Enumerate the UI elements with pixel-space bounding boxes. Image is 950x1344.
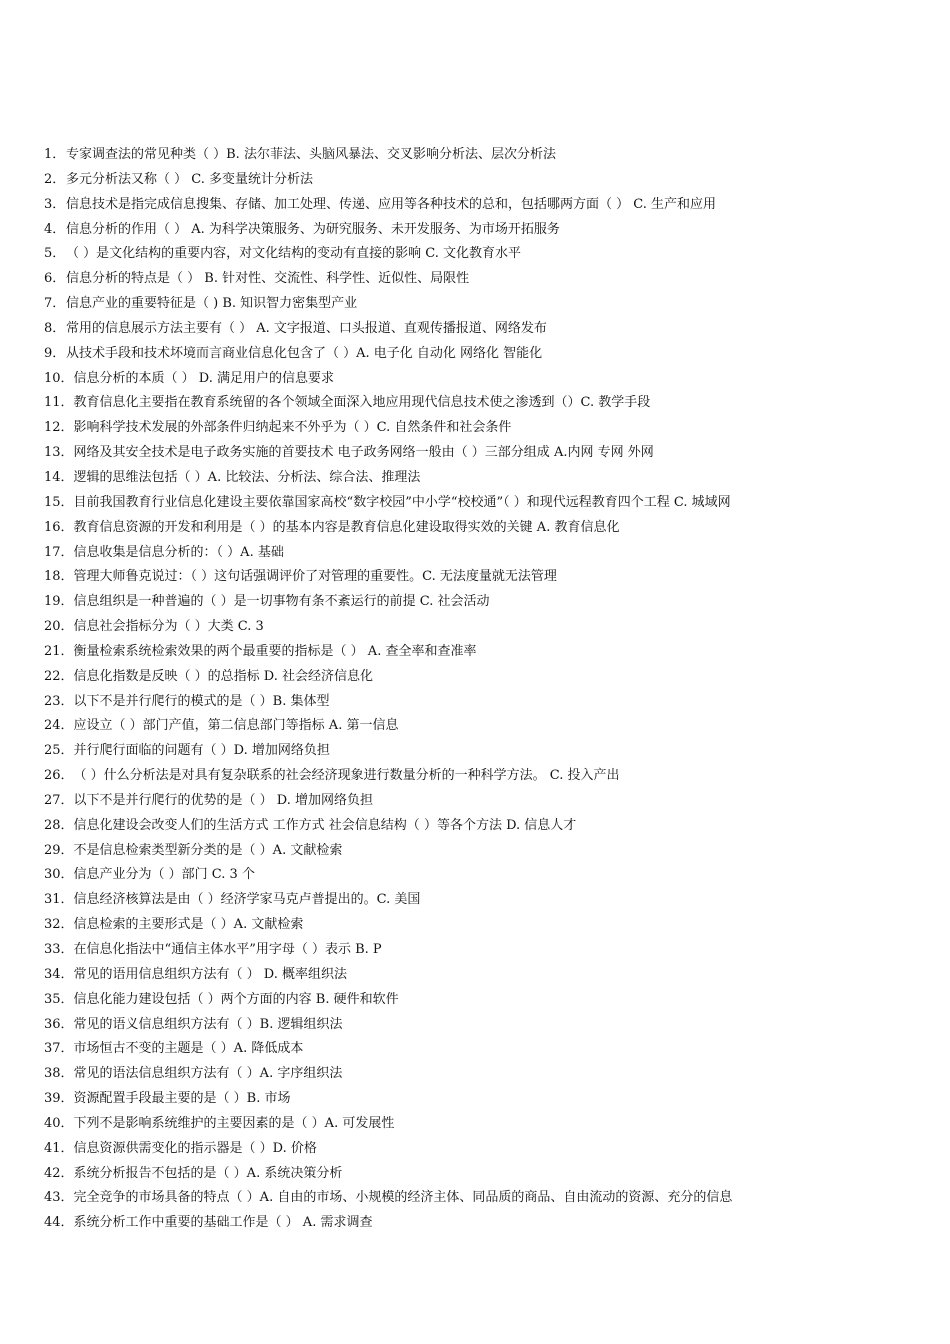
question-item: [44, 764, 924, 789]
question-text: 以下不是并行爬行的模式的是（ ）B. 集体型: [73, 693, 330, 709]
question-text: 信息技术是指完成信息搜集、存储、加工处理、传递、应用等各种技术的总和，包括哪两方面（ ） C. 生产和应用: [66, 196, 717, 212]
question-text: 资源配置手段最主要的是（ ）B. 市场: [73, 1091, 291, 1107]
question-number: 6．: [44, 271, 66, 287]
question-number: 20．: [44, 619, 74, 635]
question-item: [44, 491, 924, 516]
question-number: 26．: [44, 768, 74, 784]
question-item: [44, 242, 924, 267]
question-number: 1．: [44, 147, 66, 162]
question-number: 30．: [44, 867, 74, 883]
question-text: 信息分析的特点是（ ） B. 针对性、交流性、科学性、近似性、局限性: [66, 271, 470, 287]
question-text: 信息检索的主要形式是（ ）A. 文献检索: [73, 917, 304, 933]
question-item: [44, 565, 924, 590]
question-text: 多元分析法又称（ ） C. 多变量统计分析法: [66, 171, 314, 187]
question-text: （ ）是文化结构的重要内容，对文化结构的变动有直接的影响 C. 文化教育水平: [66, 246, 522, 262]
question-text: 衡量检索系统检索效果的两个最重要的指标是（ ） A. 查全率和查准率: [73, 643, 477, 659]
question-number: 5．: [44, 246, 66, 262]
question-item: [44, 814, 924, 839]
question-text: 不是信息检索类型新分类的是（ ）A. 文献检索: [73, 842, 343, 858]
question-item: [44, 441, 924, 466]
question-item: [44, 913, 924, 938]
question-number: 37．: [44, 1041, 74, 1057]
question-text: 信息产业分为（ ）部门 C. 3 个: [73, 867, 255, 883]
question-item: [44, 367, 924, 392]
question-text: （ ）什么分析法是对具有复杂联系的社会经济现象进行数量分析的一种科学方法。 C. 投入产出: [73, 768, 620, 784]
question-number: 12．: [44, 420, 74, 436]
question-item: [44, 963, 924, 988]
question-number: 40．: [44, 1115, 74, 1131]
question-text: 信息经济核算法是由（ ）经济学家马克卢普提出的。C. 美国: [73, 892, 421, 908]
question-text: 常见的语用信息组织方法有（ ） D. 概率组织法: [73, 966, 348, 982]
question-number: 16．: [44, 519, 74, 535]
question-number: 33．: [44, 942, 74, 957]
question-item: [44, 690, 924, 715]
question-item: [44, 1087, 924, 1112]
question-item: [44, 888, 924, 913]
question-text: 从技术手段和技术坏境而言商业信息化包含了（ ）A. 电子化 自动化 网络化 智能化: [66, 345, 543, 361]
question-text: 系统分析工作中重要的基础工作是（ ） A. 需求调查: [73, 1215, 373, 1231]
question-number: 10．: [44, 370, 74, 386]
question-number: 29．: [44, 842, 74, 858]
question-item: [44, 391, 924, 416]
question-text: 信息社会指标分为（ ）大类 C. 3: [73, 619, 264, 635]
question-item: [44, 988, 924, 1013]
question-text: 常用的信息展示方法主要有（ ） A. 文字报道、口头报道、直观传播报道、网络发布: [66, 320, 547, 336]
question-item: [44, 1062, 924, 1087]
question-number: 25．: [44, 743, 74, 759]
question-text: 常见的语法信息组织方法有（ ）A. 字序组织法: [73, 1066, 343, 1082]
question-item: [44, 317, 924, 342]
question-item: [44, 168, 924, 193]
question-text: 并行爬行面临的问题有（ ）D. 增加网络负担: [73, 743, 330, 759]
question-item: [44, 1186, 924, 1211]
question-text: 逻辑的思维法包括（ ）A. 比较法、分析法、综合法、推理法: [73, 469, 421, 485]
question-item: [44, 416, 924, 441]
question-item: [44, 1162, 924, 1187]
question-number: 43．: [44, 1190, 74, 1206]
question-number: 31．: [44, 892, 74, 908]
question-item: [44, 739, 924, 764]
question-number: 44．: [44, 1215, 74, 1231]
question-item: [44, 1112, 924, 1137]
question-text: 教育信息资源的开发和利用是（ ）的基本内容是教育信息化建设取得实效的关键 A. 教育信息化: [73, 519, 620, 535]
question-number: 21．: [44, 643, 74, 659]
question-item: [44, 466, 924, 491]
question-number: 3．: [44, 196, 66, 212]
question-item: [44, 516, 924, 541]
question-text: 系统分析报告不包括的是（ ）A. 系统决策分析: [73, 1165, 343, 1181]
question-text: 管理大师鲁克说过：（ ）这句话强调评价了对管理的重要性。C. 无法度量就无法管理: [73, 569, 557, 585]
question-item: [44, 590, 924, 615]
question-text: 目前我国教育行业信息化建设主要依靠国家高校“数字校园”中小学“校校通”（ ）和现代远程教育四个工程 C. 城域网: [73, 494, 731, 510]
question-item: [44, 193, 924, 218]
question-item: [44, 714, 924, 739]
question-item: [44, 292, 924, 317]
question-item: [44, 938, 924, 963]
question-text: 网络及其安全技术是电子政务实施的首要技术 电子政务网络一般由（ ）三部分组成 A.内网 专网 外网: [73, 445, 654, 461]
question-item: [44, 1037, 924, 1062]
question-text: 信息收集是信息分析的：（ ）A. 基础: [73, 544, 284, 560]
question-list: [44, 143, 924, 1236]
question-item: [44, 143, 924, 168]
question-number: 19．: [44, 594, 74, 610]
question-number: 36．: [44, 1016, 74, 1032]
question-number: 4．: [44, 221, 66, 237]
question-number: 18．: [44, 569, 74, 585]
question-number: 27．: [44, 792, 74, 808]
question-number: 11．: [44, 395, 74, 411]
question-number: 28．: [44, 817, 74, 833]
question-number: 14．: [44, 469, 74, 485]
question-item: [44, 863, 924, 888]
question-number: 15．: [44, 494, 74, 510]
question-text: 信息化建设会改变人们的生活方式 工作方式 社会信息结构（ ）等各个方法 D. 信息人才: [73, 817, 577, 833]
question-number: 9．: [44, 345, 66, 361]
question-number: 35．: [44, 991, 74, 1007]
question-item: [44, 541, 924, 566]
question-item: [44, 1211, 924, 1236]
question-text: 完全竞争的市场具备的特点（ ）A. 自由的市场、小规模的经济主体、同品质的商品、自由流动的资源、充分的信息: [73, 1190, 733, 1206]
question-item: [44, 1013, 924, 1038]
question-number: 24．: [44, 718, 74, 734]
question-text: 信息产业的重要特征是（ ) B. 知识智力密集型产业: [66, 296, 358, 312]
question-item: [44, 1137, 924, 1162]
question-number: 13．: [44, 445, 74, 461]
question-text: 教育信息化主要指在教育系统留的各个领域全面深入地应用现代信息技术使之渗透到（）C. 教学手段: [73, 395, 651, 411]
question-item: [44, 789, 924, 814]
question-text: 下列不是影响系统维护的主要因素的是（ ）A. 可发展性: [73, 1115, 395, 1131]
question-item: [44, 218, 924, 243]
question-text: 以下不是并行爬行的优势的是（ ） D. 增加网络负担: [73, 792, 374, 808]
question-text: 信息分析的本质（ ） D. 满足用户的信息要求: [73, 370, 335, 386]
question-number: 23．: [44, 693, 74, 709]
question-text: 信息组织是一种普遍的（ ）是一切事物有条不紊运行的前提 C. 社会活动: [73, 594, 490, 610]
question-number: 8．: [44, 320, 66, 336]
question-number: 34．: [44, 966, 74, 982]
question-text: 在信息化指法中“通信主体水平”用字母（ ）表示 B. P: [73, 942, 382, 957]
question-text: 应设立（ ）部门产值，第二信息部门等指标 A. 第一信息: [73, 718, 399, 734]
question-text: 影响科学技术发展的外部条件归纳起来不外乎为（ ）C. 自然条件和社会条件: [73, 420, 512, 436]
question-item: [44, 267, 924, 292]
question-text: 专家调查法的常见种类（ ）B. 法尔菲法、头脑风暴法、交叉影响分析法、层次分析法: [66, 147, 556, 162]
question-number: 32．: [44, 917, 74, 933]
question-number: 39．: [44, 1091, 74, 1107]
question-item: [44, 342, 924, 367]
question-item: [44, 665, 924, 690]
question-text: 信息分析的作用（ ） A. 为科学决策服务、为研究服务、未开发服务、为市场开拓服务: [66, 221, 560, 237]
question-item: [44, 640, 924, 665]
question-number: 7．: [44, 296, 66, 312]
question-item: [44, 615, 924, 640]
question-text: 常见的语义信息组织方法有（ ）B. 逻辑组织法: [73, 1016, 343, 1032]
question-number: 38．: [44, 1066, 74, 1082]
question-text: 信息化指数是反映（ ）的总指标 D. 社会经济信息化: [73, 668, 374, 684]
question-item: [44, 839, 924, 864]
question-number: 41．: [44, 1140, 74, 1156]
question-number: 22．: [44, 668, 74, 684]
question-number: 17．: [44, 544, 74, 560]
question-number: 42．: [44, 1165, 74, 1181]
question-text: 信息化能力建设包括（ ）两个方面的内容 B. 硬件和软件: [73, 991, 399, 1007]
question-text: 信息资源供需变化的指示器是（ ）D. 价格: [73, 1140, 317, 1156]
question-number: 2．: [44, 171, 66, 187]
question-text: 市场恒古不变的主题是（ ）A. 降低成本: [73, 1041, 304, 1057]
